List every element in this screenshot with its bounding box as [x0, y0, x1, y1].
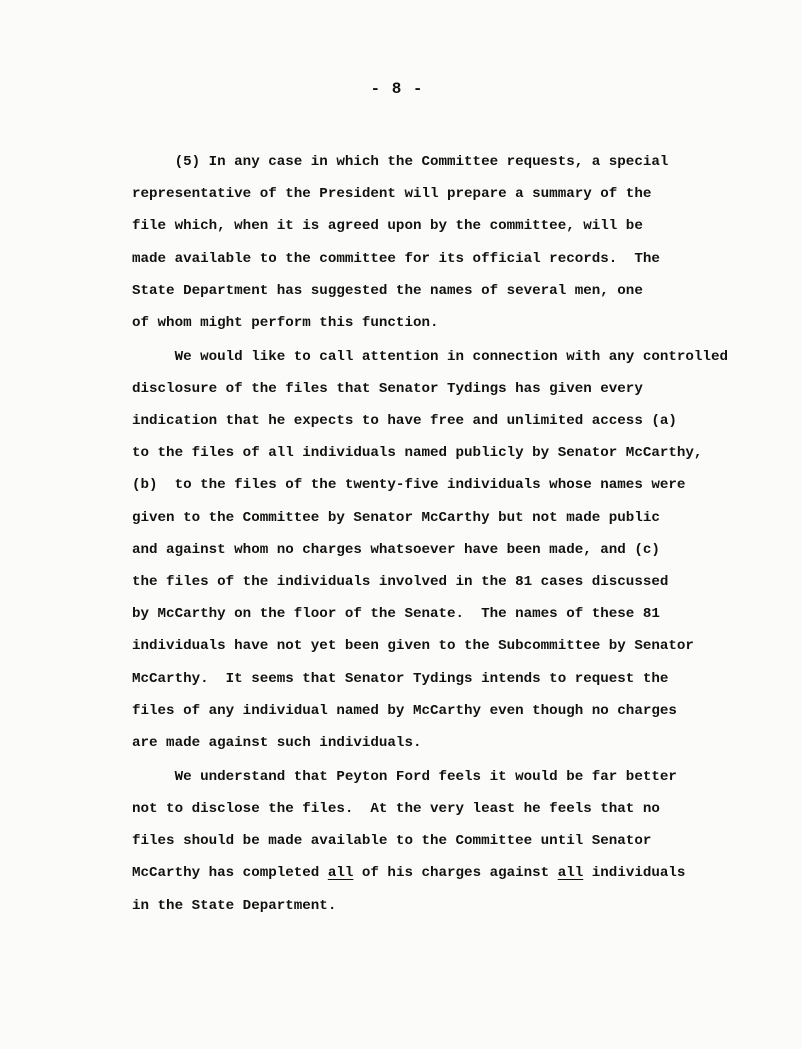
text-line: to the files of all individuals named publicly by Senator McCarthy, [132, 445, 703, 462]
paragraph-1 [132, 146, 752, 339]
text-line: representative of the President will prepare a summary of the [132, 186, 652, 203]
text-line: are made against such individuals. [132, 734, 422, 751]
text-segment: McCarthy has completed [132, 865, 328, 882]
text-line: indication that he expects to have free and unlimited access (a) [132, 413, 677, 430]
underlined-word: all [327, 865, 354, 882]
paragraph-3 [132, 761, 752, 922]
text-line: by McCarthy on the floor of the Senate. The names of these 81 [132, 606, 660, 623]
text-line-with-underlines [132, 857, 752, 889]
text-line: files should be made available to the Committee until Senator [132, 833, 652, 850]
paragraph-2 [132, 341, 752, 759]
text-line: not to disclose the files. At the very least he feels that no [132, 800, 660, 817]
text-line: State Department has suggested the names of several men, one [132, 282, 643, 299]
text-line: (5) In any case in which the Committee requests, a special [132, 154, 669, 170]
text-line: in the State Department. [132, 897, 337, 914]
text-line: individuals have not yet been given to the Subcommittee by Senator [132, 638, 694, 655]
text-segment: individuals [583, 865, 686, 882]
text-line: McCarthy. It seems that Senator Tydings intends to request the [132, 670, 669, 687]
text-line: of whom might perform this function. [132, 314, 439, 331]
text-line: given to the Committee by Senator McCarthy but not made public [132, 509, 660, 526]
text-segment: of his charges against [353, 865, 558, 882]
underlined-word: all [557, 865, 584, 882]
text-line: We understand that Peyton Ford feels it would be far better [132, 768, 677, 785]
text-line: We would like to call attention in connection with any controlled [132, 348, 728, 365]
text-line: disclosure of the files that Senator Tydings has given every [132, 380, 643, 397]
page-number: - 8 - [370, 80, 424, 98]
text-line: and against whom no charges whatsoever have been made, and (c) [132, 541, 660, 558]
text-line: the files of the individuals involved in the 81 cases discussed [132, 574, 669, 591]
text-line: (b) to the files of the twenty-five individuals whose names were [132, 477, 686, 494]
text-line: made available to the committee for its official records. The [132, 250, 660, 267]
text-line: file which, when it is agreed upon by the committee, will be [132, 218, 643, 235]
text-line: files of any individual named by McCarthy even though no charges [132, 702, 677, 719]
document-body [132, 146, 752, 922]
